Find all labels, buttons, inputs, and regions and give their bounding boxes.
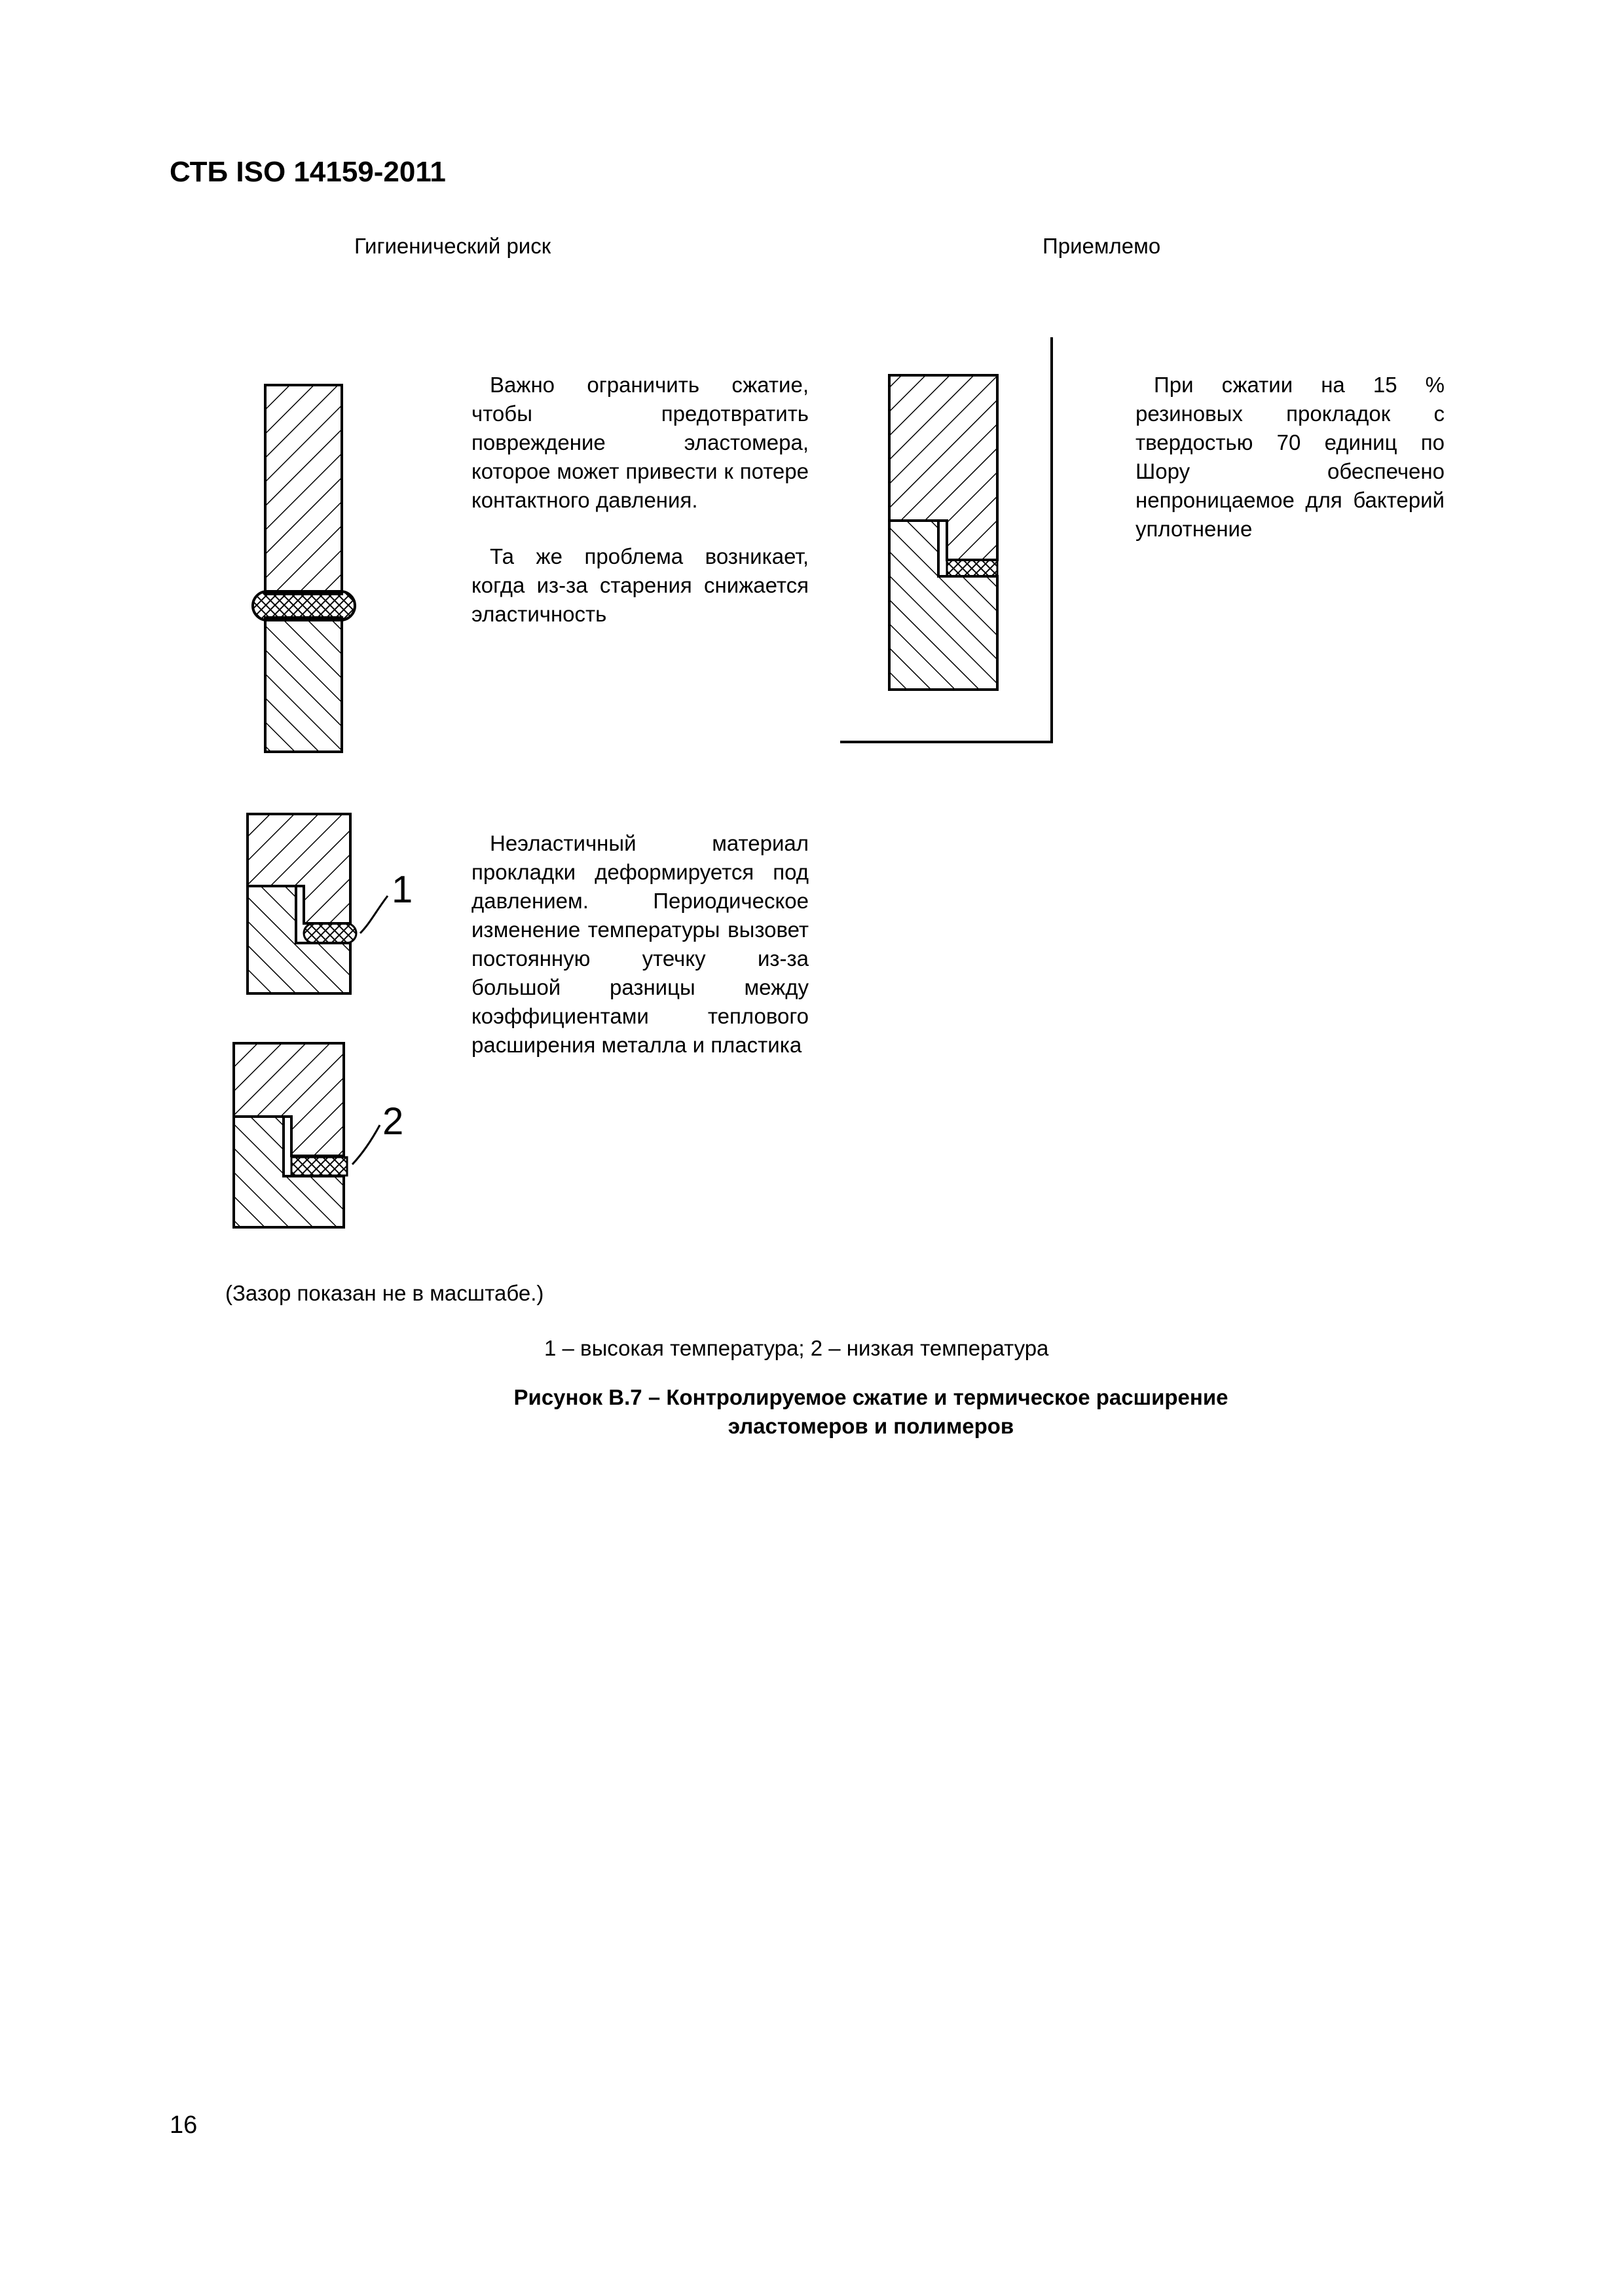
document-code: СТБ ISO 14159-2011: [170, 156, 446, 188]
label-low-temperature: 2: [382, 1100, 404, 1143]
paragraph-inelastic: Неэластичный материал прокладки деформируется под давлением. Периодическое изменение температуры вызовет постоянную утечку из-за большой разницы между коэффициентами теплового расширения металла и пластика: [471, 831, 809, 1057]
text-compression: [471, 371, 809, 656]
legend-temperatures: 1 – высокая температура; 2 – низкая температура: [544, 1336, 1049, 1360]
text-acceptable: [1135, 371, 1445, 571]
drawing-acceptable-joint: [840, 337, 1052, 742]
figure-title: [327, 1383, 1414, 1441]
column-title-hygienic-risk: Гигиенический риск: [354, 234, 551, 258]
paragraph-aging: Та же проблема возникает, когда из-за старения снижается эластичность: [471, 544, 809, 626]
paragraph-acceptable: При сжатии на 15 % резиновых прокладок с твердостью 70 единиц по Шору обеспечено непроницаемое для бактерий уплотнение: [1135, 373, 1445, 541]
drawing-inelastic-low-temp: [234, 1043, 380, 1227]
label-high-temperature: 1: [392, 868, 413, 911]
text-inelastic: [471, 829, 809, 1087]
figure-title-line-2: эластомеров и полимеров: [728, 1414, 1014, 1438]
column-title-acceptable: Приемлемо: [1043, 234, 1161, 258]
drawing-inelastic-high-temp: [248, 814, 388, 993]
paragraph-compression-limit: Важно ограничить сжатие, чтобы предотвратить повреждение эластомера, которое может привести к потере контактного давления.: [471, 373, 809, 512]
page-number: 16: [170, 2111, 198, 2139]
figure-title-line-1: Рисунок В.7 – Контролируемое сжатие и термическое расширение: [513, 1385, 1228, 1409]
note-gap-not-to-scale: (Зазор показан не в масштабе.): [225, 1281, 544, 1305]
drawing-oring-joint: [253, 385, 355, 752]
